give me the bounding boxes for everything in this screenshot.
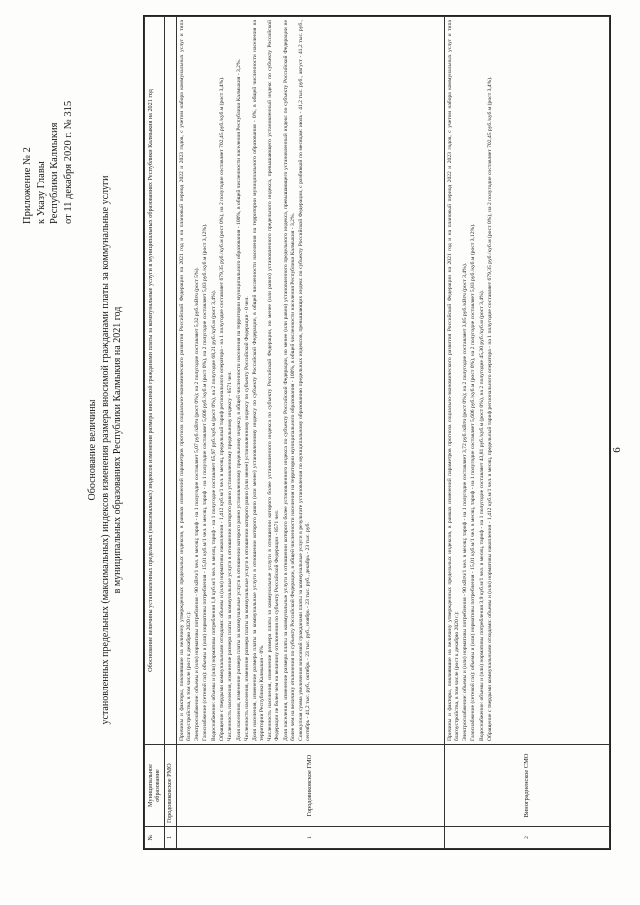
row-justification (176, 17, 444, 745)
region-num: 1 (165, 827, 177, 849)
region-row (165, 17, 177, 849)
title-line: Обоснование величины (87, 399, 98, 501)
document-title (87, 80, 125, 820)
table-row (176, 17, 444, 849)
paragraph: Совокупная сумма увеличения вносимой гражданами платы за коммунальные услуги в результате установления по муниципальному образованию предельных индексов, превышающих индекс по субъекту Российской Федерации, с разбивкой по месяцам: июль - 41,2 тыс. руб., август - 41,2 тыс. руб., сентябрь - 41,2 тыс. руб., октябрь - 23 тыс. руб., ноябрь - 23 тыс. руб., декабрь - 23 тыс. руб. (297, 20, 311, 741)
appendix-line: к Указу Главы (35, 161, 47, 224)
header-justification: Обоснование величины установленных предельных (максимальных) индексов изменения размера вносимой гражданами платы за коммунальные услуги в муниципальных образованиях Республики Калмыкия на 2021 год (145, 17, 165, 745)
row-municipality: Виноградненское СМО (444, 745, 609, 827)
row-municipality: Городовиковское ГМО (176, 745, 444, 827)
appendix-line: от 11 декабря 2020 г. № 315 (62, 100, 74, 224)
paragraph: Водоснабжение: объемы и (или) нормативы потребления 3,9 куб.м/1 чел. в месяц, тариф - на 1 полугодие составляет 43,81 руб./куб.м (рост 0%), на 2 полугодие 45,30 руб./куб.м (рост 3,4%). (478, 289, 485, 741)
paragraph: Газоснабжение (сетевой газ): объемы и (или) нормативы потребления - 15,01 куб.м/1 чел. в месяц, тариф - на 1 полугодие составляет 5,606 руб./куб.м (рост 0%), на 2 полугодие составляет 5,83 руб./куб.м (рост 3,12%). (470, 223, 477, 741)
rotated-sheet (15, 20, 625, 880)
paragraph: Электроснабжение: объемы и (или) нормативы потребления - 90 кВтч/1 чел. в месяц; тариф - на 1 полугодие составляет 3,72 руб./кВтч (рост 0%); на 2 полугодие составляет 3,85 руб./кВтч (рост 3,4%). (462, 262, 469, 741)
paragraph: Причины и факторы, повлиявшие на величину утвержденных предельных индексов, в рамках изменений параметров прогноза социально-экономического развития Российской Федерации на 2021 год и на плановый период 2022 и 2023 годов, с учетом набора коммунальных услуг и типа благоустройства, в том числе (рост к декабрю 2020 г.): (178, 20, 192, 741)
table-header-row (145, 17, 165, 849)
appendix-line: Республики Калмыкия (49, 122, 60, 224)
row-justification (444, 17, 609, 745)
paragraph: Численность населения, изменение размера платы за коммунальные услуги в отношении которого более установленного индекса по субъекту Российской Федерации, но менее (или равно) установленного предельного индекса, превышающего установленный индекс по субъекту Российской Федерации не более чем на величину отклонения по субъекту Российской Федерации - 8571 чел. (267, 20, 281, 741)
region-empty (165, 17, 177, 745)
paragraph: Причины и факторы, повлиявшие на величину утвержденных предельных индексов, в рамках изменений параметров прогноза социально-экономического развития Российской Федерации на 2021 год и на плановый период 2022 и 2023 годов, с учетом набора коммунальных услуг и типа благоустройства, в том числе (рост к декабрю 2020 г.): (446, 20, 460, 741)
paragraph: Водоснабжение: объемы и (или) нормативы потребления 1,8 куб.м/1 чел. в месяц, тариф - на 1 полугодие составляет 65,97 руб./куб.м (рост 0%), на 2 полугодие 68,21 руб./куб.м (рост 3,4%). (210, 289, 217, 741)
paragraph: Доля населения, изменение размера платы за коммунальные услуги в отношении которого равно установленному предельному индексу, в общей численности населения на территории муниципального образования - 100%, в общей численности населения Республики Калмыкия - 3,2%. (235, 58, 242, 741)
paragraph: Доля населения, изменение размера платы за коммунальные услуги в отношении которого более установленного индекса по субъекту Российской Федерации, но менее (или равно) установленного предельного индекса, превышающего установленный индекс по субъекту Российской Федерации не более чем на величину отклонения по субъекту Российской Федерации, в общей численности населения на территории муниципального образования - 100%, в общей численности населения Республики Калмыкия - 3,2%. (282, 20, 296, 741)
paragraph: Численность населения, изменение размера платы за коммунальные услуги в отношении которого равно (или менее) установленному индексу по субъекту Российской Федерации - 0 чел. (243, 296, 250, 741)
title-line: установленных предельных (максимальных) индексов изменения размера вносимой гражданами платы за коммунальные услуги (99, 175, 111, 725)
header-municipality: Муниципальное образование (145, 745, 165, 827)
region-name: Городовиковское РМО (165, 745, 177, 827)
paragraph: Обращение с твердыми коммунальными отходами: объемы и (или) нормативы накопления - 1,412 куб.м/1 чел. в месяц, предельный тариф регионального оператора - на 1 полугодие составляет 679,35 руб./куб.м (рост 0%), на 2 полугодие составляет 702,45 руб./куб.м (рост 3,4%). (219, 76, 225, 741)
paragraph: Обращение с твердыми коммунальными отходами: объемы и (или) нормативы накопления - 1,412 куб.м/1 чел. в месяц, предельный тариф регионального оператора - на 1 полугодие составляет 679,35 руб./куб.м (рост 0%), на 2 полугодие составляет 702,45 руб./куб.м (рост 3,4%). (487, 76, 493, 741)
paragraph: Электроснабжение: объемы и (или) нормативы потребления - 90 кВтч/1 чел. в месяц; тариф - на 1 полугодие составляет 5,07 руб./кВтч (рост 0%); на 2 полугодие составляет 5,32 руб./кВтч (рост 5%). (194, 267, 201, 741)
page-number: 6 (611, 447, 623, 453)
justification-table (143, 15, 611, 850)
table-row (444, 17, 609, 849)
row-num: 2 (444, 827, 609, 849)
header-num: № (145, 827, 165, 849)
paragraph: Доля населения, изменение размера платы за коммунальные услуги в отношении которого равно (или менее) установленному индексу по субъекту Российской Федерации, в общей численности населения на территории муниципального образования - 0%, в общей численности населения на территории Республики Калмыкия - 0%. (252, 20, 266, 741)
title-line: в муниципальных образованиях Республики Калмыкия на 2021 год (112, 306, 123, 594)
appendix-line: Приложение № 2 (22, 147, 33, 224)
row-num: 1 (176, 827, 444, 849)
paragraph: Газоснабжение (сетевой газ): объемы и (или) нормативы потребления - 15,01 куб.м/1 чел. в месяц, тариф - на 1 полугодие составляет 5,606 руб./куб.м (рост 0%), на 2 полугодие составляет 5,83 руб./куб.м (рост 3,12%). (202, 223, 209, 741)
appendix-block (21, 54, 75, 224)
paragraph: Численность населения, изменение размера платы за коммунальные услуги в отношении которого равно установленному предельному индексу - 8571 чел. (227, 371, 234, 741)
